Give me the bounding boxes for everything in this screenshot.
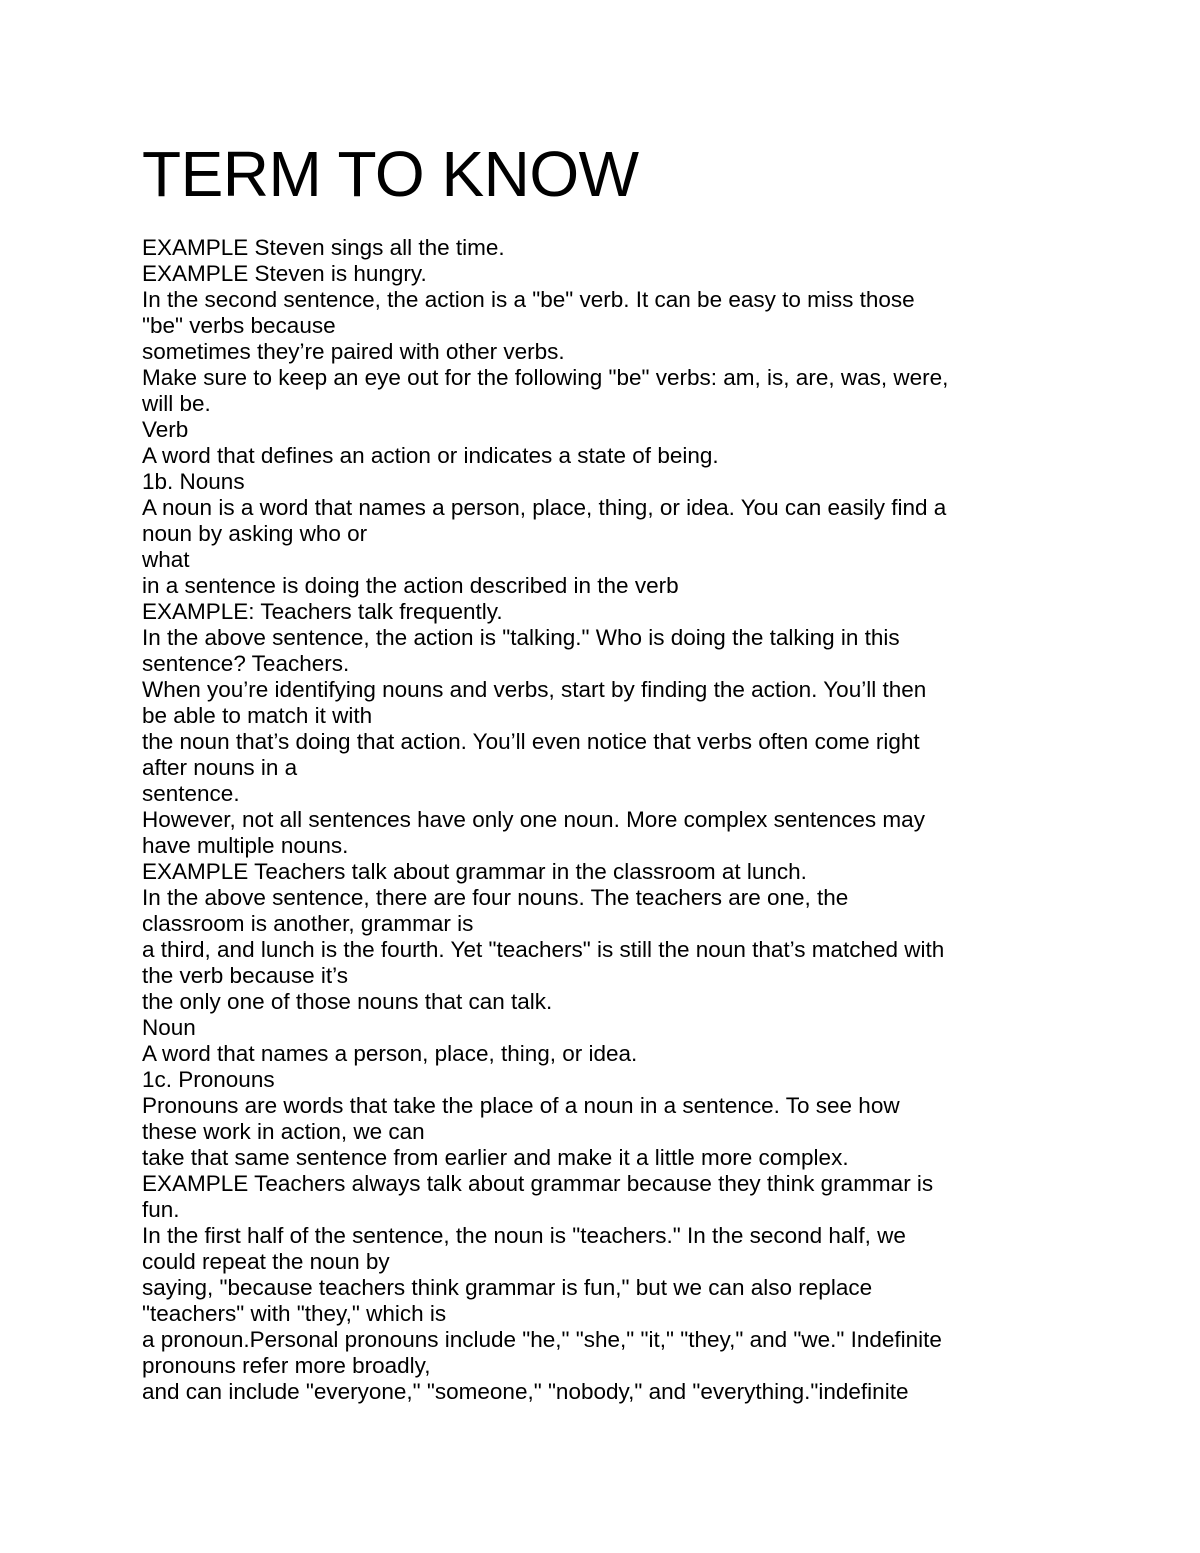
text-line: a pronoun.Personal pronouns include "he," "she," "it," "they," and "we." Indefinite bbox=[142, 1327, 942, 1352]
text-line: EXAMPLE Steven sings all the time. bbox=[142, 235, 505, 260]
text-line: the verb because it’s bbox=[142, 963, 348, 988]
text-line: these work in action, we can bbox=[142, 1119, 425, 1144]
text-line: will be. bbox=[142, 391, 211, 416]
text-line: could repeat the noun by bbox=[142, 1249, 390, 1274]
text-line: "be" verbs because bbox=[142, 313, 336, 338]
text-line: EXAMPLE Steven is hungry. bbox=[142, 261, 427, 286]
text-line: sentence. bbox=[142, 781, 240, 806]
text-line: the only one of those nouns that can talk. bbox=[142, 989, 553, 1014]
text-line: In the second sentence, the action is a "be" verb. It can be easy to miss those bbox=[142, 287, 915, 312]
term-definition-verb: A word that defines an action or indicates a state of being. bbox=[142, 443, 719, 468]
text-line: EXAMPLE Teachers always talk about grammar because they think grammar is bbox=[142, 1171, 934, 1196]
text-line: Make sure to keep an eye out for the following "be" verbs: am, is, are, was, were, bbox=[142, 365, 949, 390]
section-heading-pronouns: 1c. Pronouns bbox=[142, 1067, 275, 1092]
section-heading-nouns: 1b. Nouns bbox=[142, 469, 245, 494]
text-line: However, not all sentences have only one noun. More complex sentences may bbox=[142, 807, 925, 832]
text-line: in a sentence is doing the action described in the verb bbox=[142, 573, 679, 598]
text-line: "teachers" with "they," which is bbox=[142, 1301, 447, 1326]
text-line: saying, "because teachers think grammar is fun," but we can also replace bbox=[142, 1275, 873, 1300]
page-title: TERM TO KNOW bbox=[142, 138, 639, 210]
text-line: after nouns in a bbox=[142, 755, 298, 780]
text-line: EXAMPLE: Teachers talk frequently. bbox=[142, 599, 503, 624]
term-heading-verb: Verb bbox=[142, 417, 189, 442]
term-heading-noun: Noun bbox=[142, 1015, 196, 1040]
text-line: A noun is a word that names a person, place, thing, or idea. You can easily find a bbox=[142, 495, 947, 520]
text-line: In the first half of the sentence, the noun is "teachers." In the second half, we bbox=[142, 1223, 906, 1248]
text-line: classroom is another, grammar is bbox=[142, 911, 474, 936]
text-line: sentence? Teachers. bbox=[142, 651, 350, 676]
text-line: In the above sentence, there are four nouns. The teachers are one, the bbox=[142, 885, 849, 910]
text-line: Pronouns are words that take the place of a noun in a sentence. To see how bbox=[142, 1093, 900, 1118]
text-line: fun. bbox=[142, 1197, 180, 1222]
text-line: When you’re identifying nouns and verbs, start by finding the action. You’ll then bbox=[142, 677, 927, 702]
text-line: EXAMPLE Teachers talk about grammar in the classroom at lunch. bbox=[142, 859, 807, 884]
text-line: and can include "everyone," "someone," "nobody," and "everything."indefinite bbox=[142, 1379, 909, 1404]
text-line: a third, and lunch is the fourth. Yet "teachers" is still the noun that’s matched with bbox=[142, 937, 945, 962]
text-line: In the above sentence, the action is "talking." Who is doing the talking in this bbox=[142, 625, 900, 650]
text-line: what bbox=[142, 547, 190, 572]
text-line: noun by asking who or bbox=[142, 521, 368, 546]
term-definition-noun: A word that names a person, place, thing, or idea. bbox=[142, 1041, 638, 1066]
text-line: sometimes they’re paired with other verbs. bbox=[142, 339, 565, 364]
text-line: take that same sentence from earlier and make it a little more complex. bbox=[142, 1145, 849, 1170]
text-line: pronouns refer more broadly, bbox=[142, 1353, 431, 1378]
text-line: the noun that’s doing that action. You’ll even notice that verbs often come right bbox=[142, 729, 920, 754]
document-body bbox=[142, 235, 1072, 1405]
text-line: have multiple nouns. bbox=[142, 833, 349, 858]
text-line: be able to match it with bbox=[142, 703, 373, 728]
